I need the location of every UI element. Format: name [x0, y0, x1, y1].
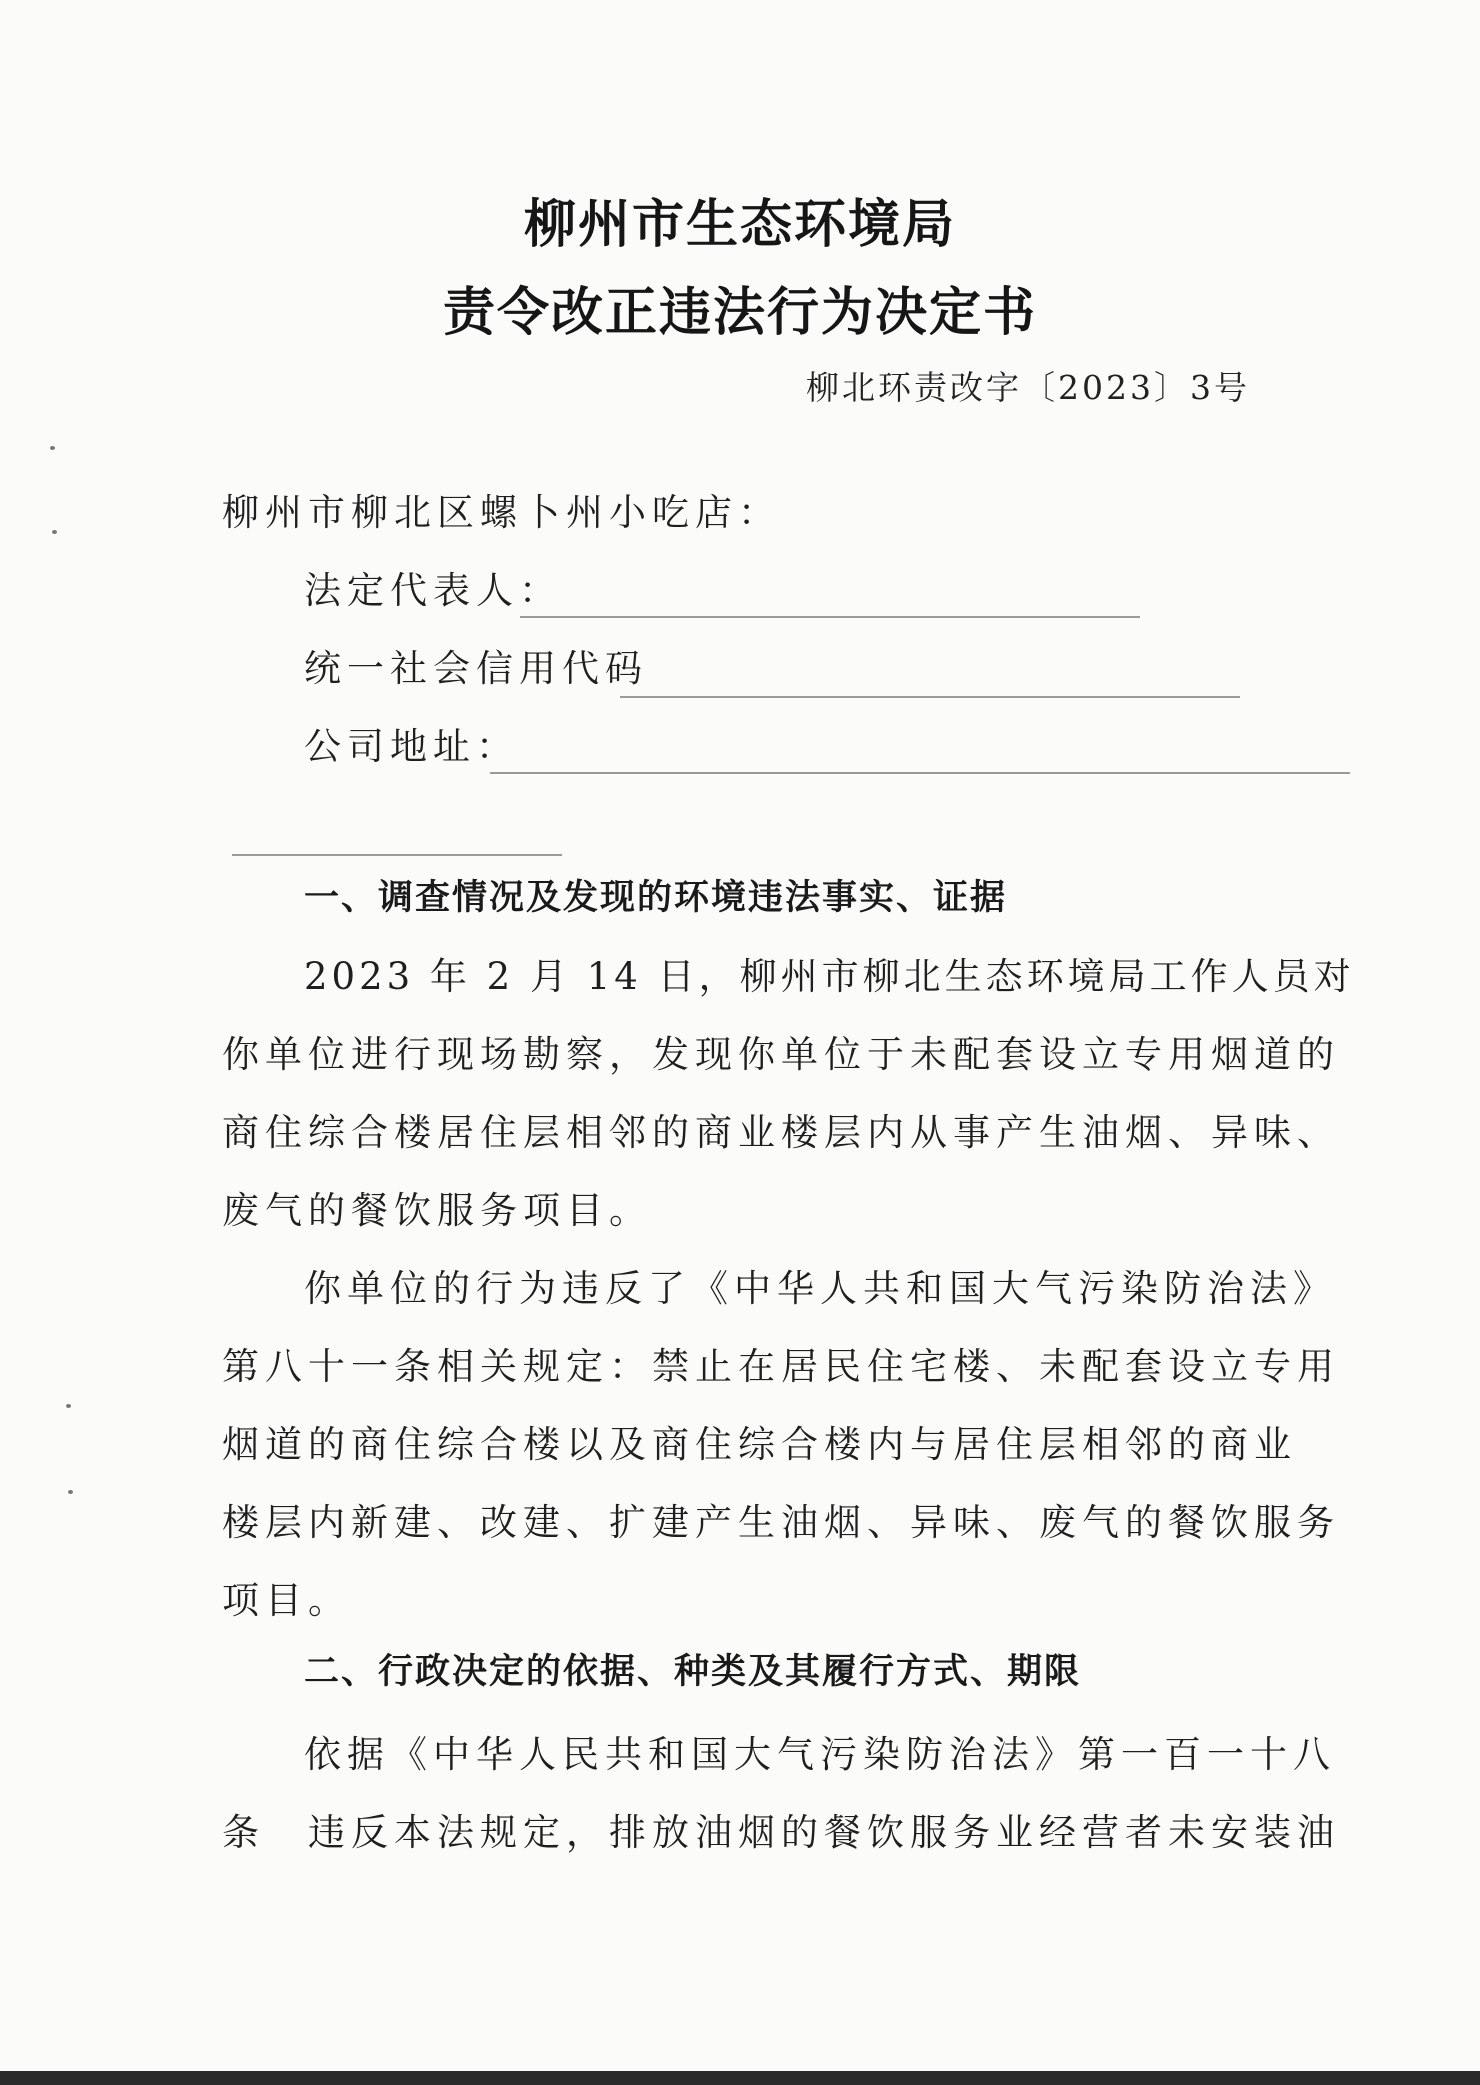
redaction-line	[620, 696, 1240, 698]
document-number: 柳北环责改字〔2023〕3号	[806, 368, 1250, 407]
legal-rep-label: 法定代表人：	[304, 569, 562, 612]
scan-speck	[66, 1404, 71, 1408]
section2-para1-line: 条 违反本法规定，排放油烟的餐饮服务业经营者未安装油	[222, 1811, 1340, 1854]
section1-para1-line: 2023 年 2 月 14 日，柳州市柳北生态环境局工作人员对	[304, 955, 1355, 998]
section1-heading: 一、调查情况及发现的环境违法事实、证据	[304, 878, 1008, 918]
scan-speck	[50, 446, 55, 450]
credit-code-label: 统一社会信用代码	[304, 647, 648, 690]
recipient-name: 柳州市柳北区螺卜州小吃店：	[222, 491, 781, 534]
section2-para1-line: 依据《中华人民共和国大气污染防治法》第一百一十八	[304, 1733, 1336, 1776]
document-title-agency: 柳州市生态环境局	[523, 195, 956, 255]
section1-para2-line: 烟道的商住综合楼以及商住综合楼内与居住层相邻的商业	[222, 1423, 1297, 1466]
address-label: 公司地址：	[304, 725, 519, 768]
section1-para2-line: 项目。	[222, 1579, 351, 1622]
redaction-line	[520, 616, 1140, 618]
section2-heading: 二、行政决定的依据、种类及其履行方式、期限	[304, 1652, 1082, 1692]
redaction-line	[490, 772, 1350, 774]
section1-para1-line: 废气的餐饮服务项目。	[222, 1189, 652, 1232]
section1-para1-line: 商住综合楼居住层相邻的商业楼层内从事产生油烟、异味、	[222, 1111, 1340, 1154]
document-title-type: 责令改正违法行为决定书	[442, 283, 1037, 343]
scan-edge	[0, 2071, 1480, 2085]
section1-para1-line: 你单位进行现场勘察，发现你单位于未配套设立专用烟道的	[222, 1033, 1340, 1076]
section1-para2-line: 楼层内新建、改建、扩建产生油烟、异味、废气的餐饮服务	[222, 1501, 1340, 1544]
section1-para2-line: 第八十一条相关规定：禁止在居民住宅楼、未配套设立专用	[222, 1345, 1340, 1388]
section1-para2-line: 你单位的行为违反了《中华人共和国大气污染防治法》	[304, 1267, 1336, 1310]
scan-speck	[52, 530, 57, 534]
redaction-line	[232, 854, 562, 856]
scan-speck	[68, 1490, 73, 1494]
